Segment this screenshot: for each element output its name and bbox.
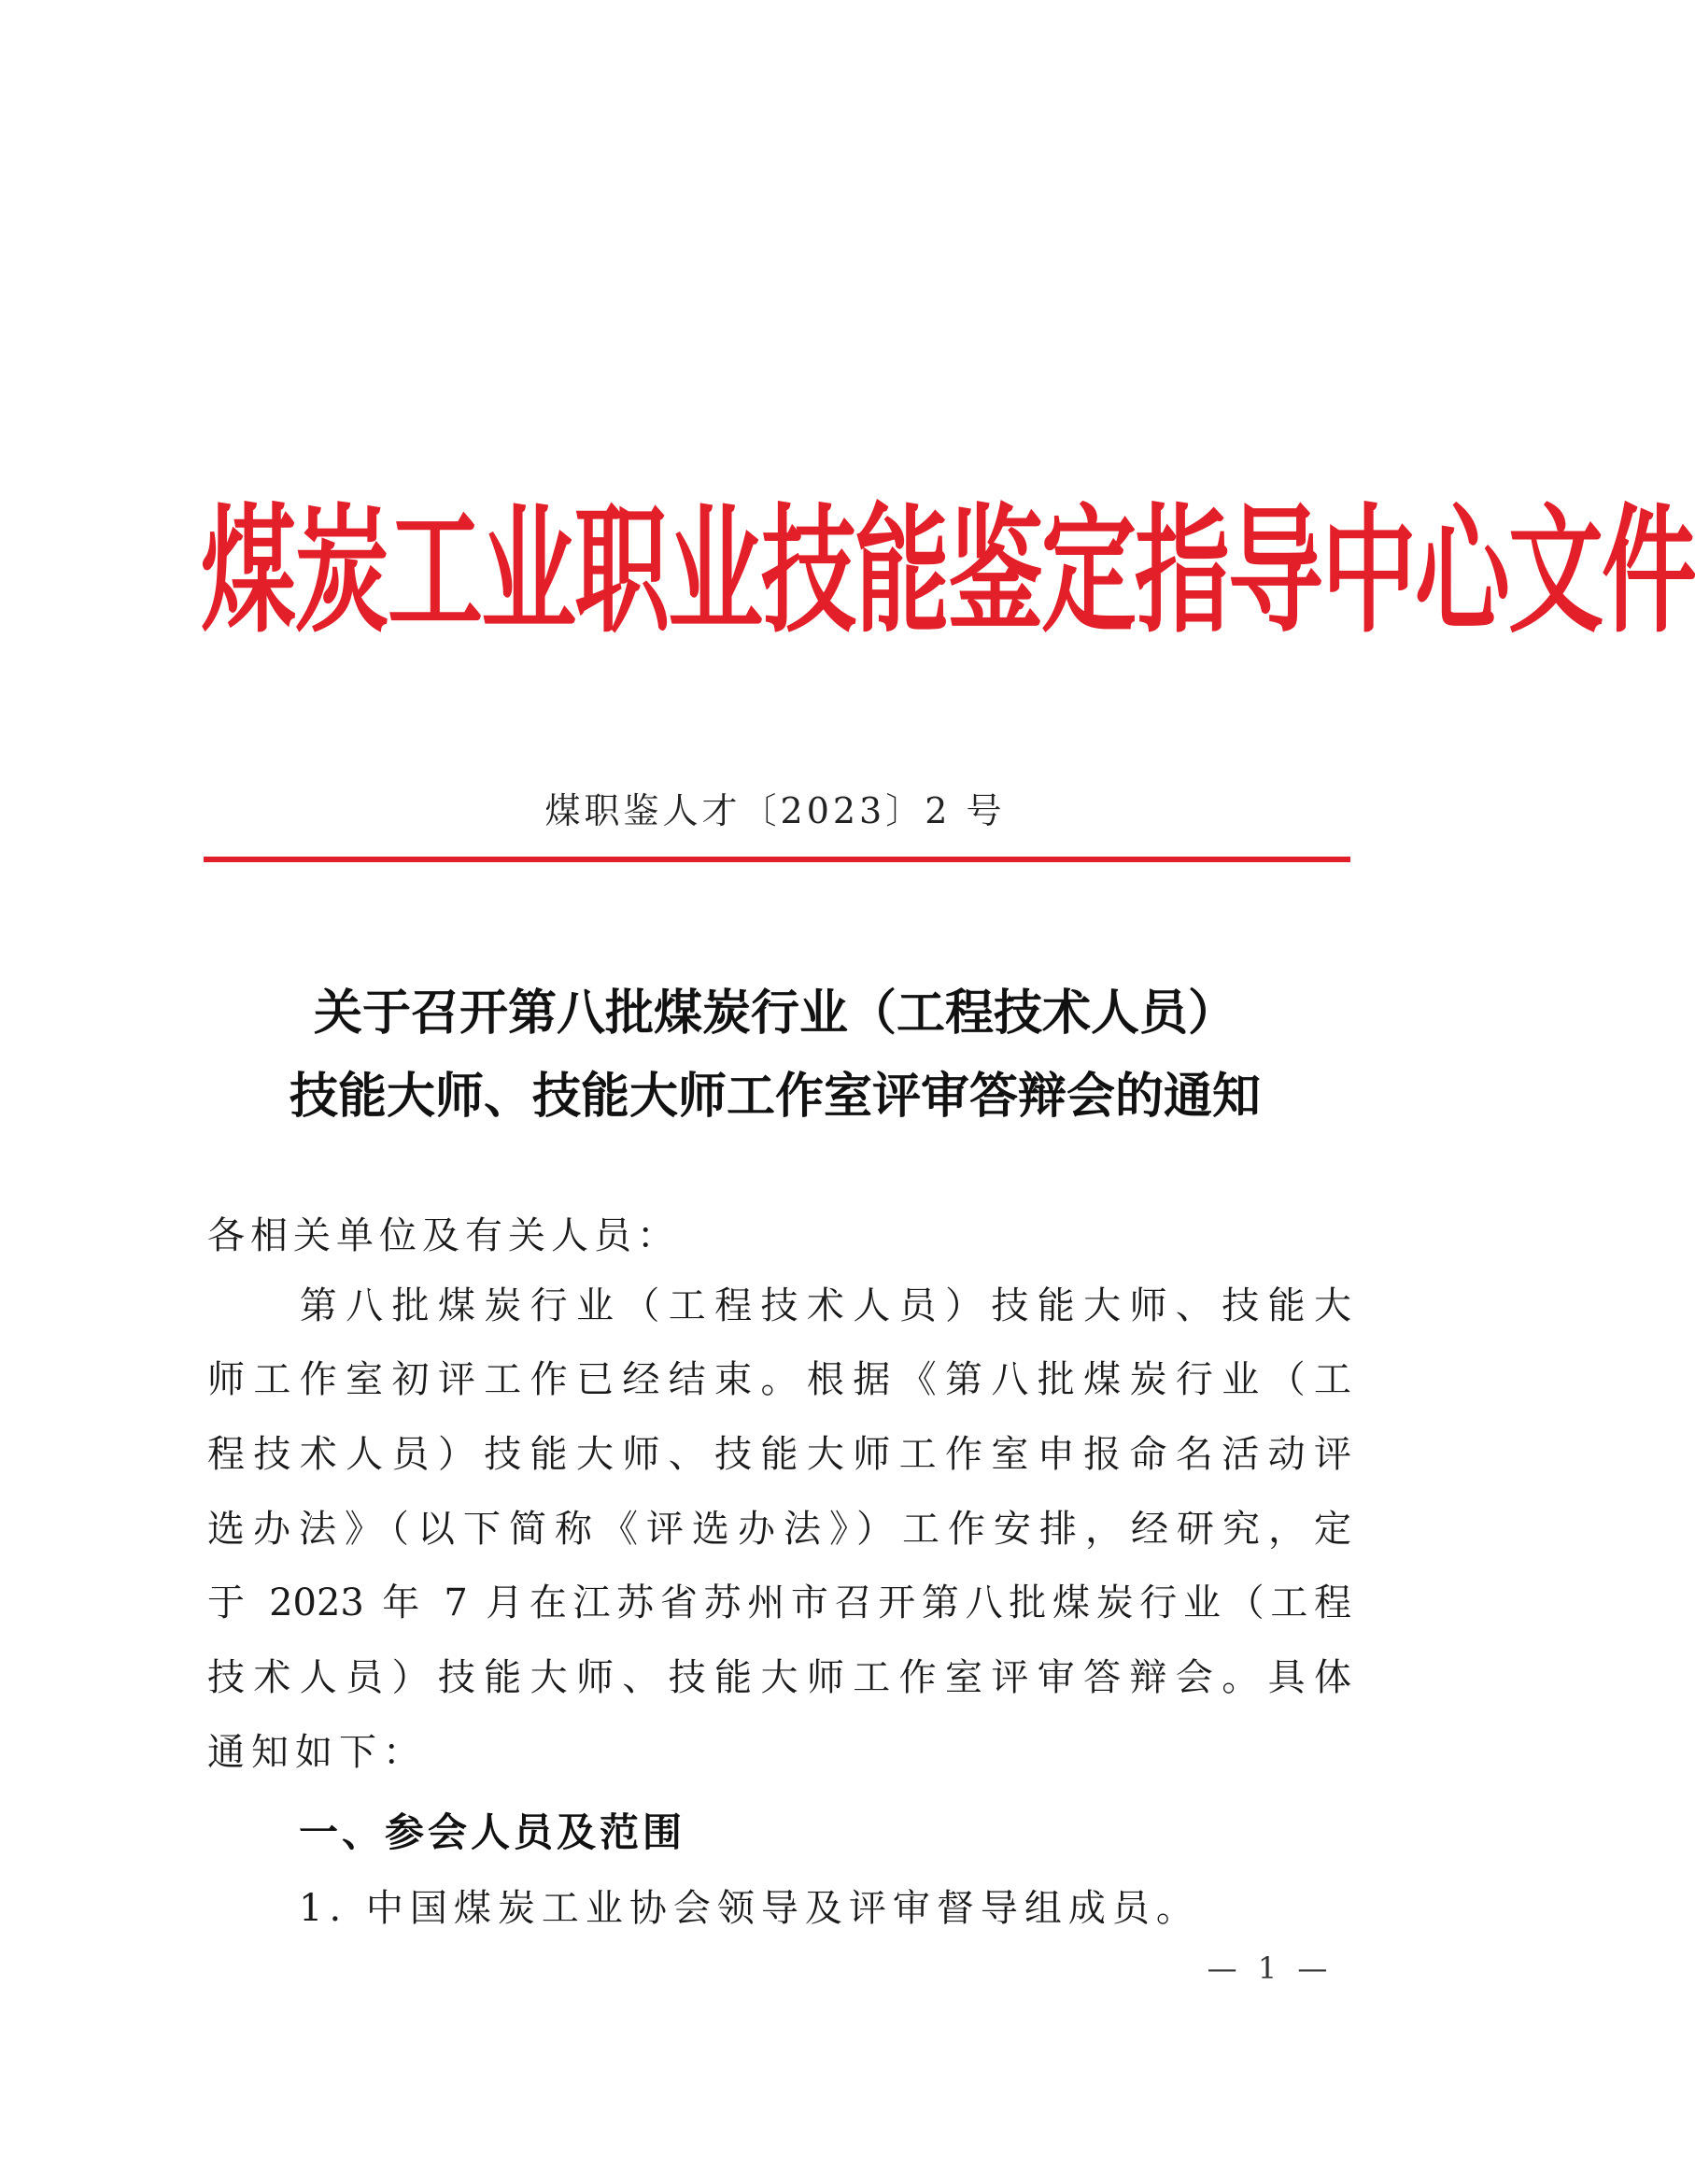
- paragraph-line: 技术人员）技能大师、技能大师工作室评审答辩会。具体: [207, 1656, 1351, 1699]
- paragraph-line: 选办法》（以下简称《评选办法》）工作安排，经研究，定: [207, 1508, 1351, 1551]
- paragraph-line: 第八批煤炭行业（工程技术人员）技能大师、技能大: [207, 1284, 1351, 1327]
- paragraph-line: 师工作室初评工作已经结束。根据《第八批煤炭行业（工: [207, 1358, 1351, 1401]
- paragraph-line: 通知如下：: [207, 1731, 427, 1774]
- salutation: 各相关单位及有关人员：: [207, 1214, 680, 1257]
- masthead-title: 煤炭工业职业技能鉴定指导中心文件: [201, 491, 1695, 653]
- paragraph-line: 于 2023 年 7 月在江苏省苏州市召开第八批煤炭行业（工程: [207, 1581, 1351, 1624]
- notice-title-line-2: 技能大师、技能大师工作室评审答辩会的通知: [289, 1069, 1261, 1125]
- notice-title-line-1: 关于召开第八批煤炭行业（工程技术人员）: [313, 986, 1236, 1042]
- paragraph-line: 程技术人员）技能大师、技能大师工作室申报命名活动评: [207, 1433, 1351, 1476]
- document-number: 煤职鉴人才〔2023〕2 号: [544, 790, 1006, 831]
- list-item: 1. 中国煤炭工业协会领导及评审督导组成员。: [299, 1887, 1200, 1930]
- red-separator-line: [204, 857, 1350, 862]
- page-number: — 1 —: [1207, 1950, 1334, 1986]
- section-heading: 一、参会人员及范围: [299, 1809, 686, 1855]
